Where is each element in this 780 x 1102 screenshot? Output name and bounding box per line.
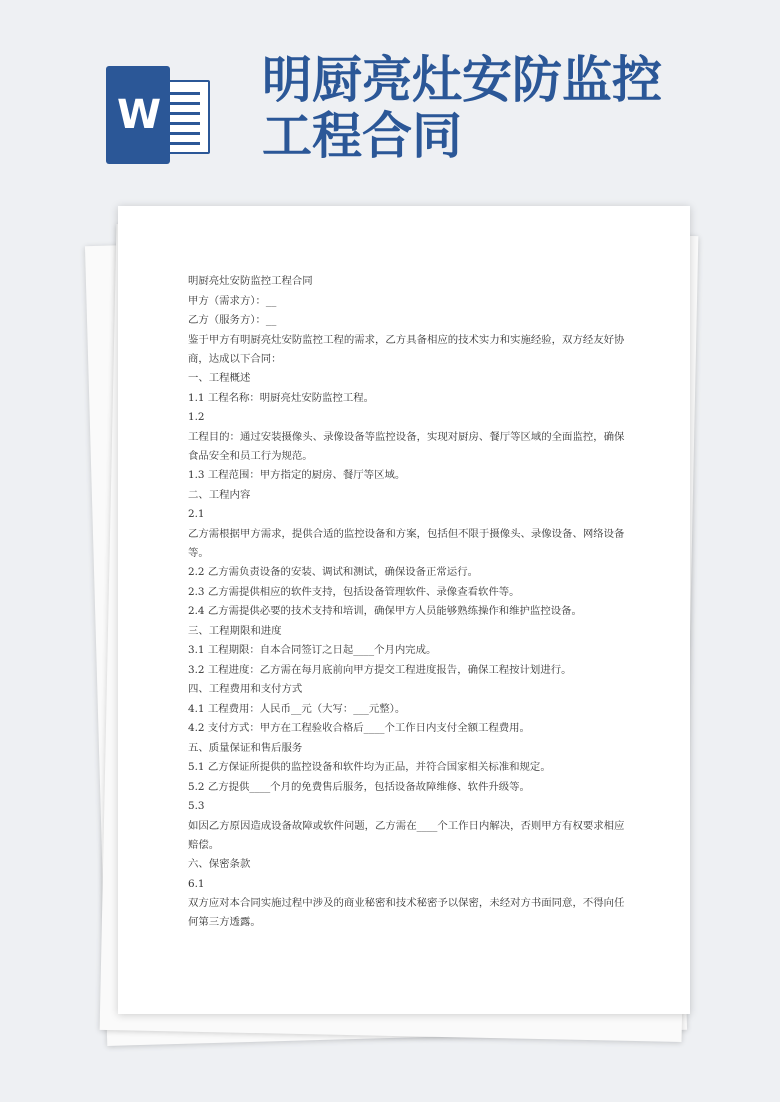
document-page bbox=[118, 206, 690, 1014]
document-line: 工程目的：通过安装摄像头、录像设备等监控设备，实现对厨房、餐厅等区域的全面监控，确保食品安全和员工行为规范。 bbox=[188, 430, 625, 462]
word-letter-badge: W bbox=[106, 66, 170, 164]
document-line: 四、工程费用和支付方式 bbox=[188, 683, 303, 695]
document-line: 双方应对本合同实施过程中涉及的商业秘密和技术秘密予以保密，未经对方书面同意，不得向任何第三方透露。 bbox=[188, 897, 625, 928]
document-line: 三、工程期限和进度 bbox=[188, 624, 282, 637]
document-line: 3.1 工程期限：自本合同签订之日起____个月内完成。 bbox=[188, 644, 437, 656]
document-line: 6.1 bbox=[188, 877, 205, 890]
document-line: 2.4 乙方需提供必要的技术支持和培训，确保甲方人员能够熟练操作和维护监控设备。 bbox=[188, 605, 582, 617]
document-line: 甲方（需求方）：__ bbox=[188, 294, 277, 307]
document-line: 5.3 bbox=[188, 800, 205, 812]
document-line: 3.2 工程进度：乙方需在每月底前向甲方提交工程进度报告，确保工程按计划进行。 bbox=[188, 663, 572, 676]
document-line: 5.1 乙方保证所提供的监控设备和软件均为正品，并符合国家相关标准和规定。 bbox=[188, 761, 551, 773]
title-line-1: 明厨亮灶安防监控 bbox=[262, 51, 662, 109]
title-line-2: 工程合同 bbox=[262, 107, 462, 165]
document-line: 2.2 乙方需负责设备的安装、调试和测试，确保设备正常运行。 bbox=[188, 566, 478, 578]
document-line: 如因乙方原因造成设备故障或软件问题，乙方需在____个工作日内解决，否则甲方有权要求相应赔偿。 bbox=[188, 819, 625, 851]
document-line: 一、工程概述 bbox=[188, 372, 251, 384]
document-line: 5.2 乙方提供____个月的免费售后服务，包括设备故障维修、软件升级等。 bbox=[188, 780, 530, 793]
document-line: 2.1 bbox=[188, 508, 205, 520]
document-line: 明厨亮灶安防监控工程合同 bbox=[188, 275, 313, 287]
document-line: 乙方（服务方）：__ bbox=[188, 314, 277, 326]
document-line: 1.2 bbox=[188, 411, 205, 423]
document-body bbox=[188, 272, 628, 933]
page-title bbox=[262, 52, 682, 164]
document-line: 4.2 支付方式：甲方在工程验收合格后____个工作日内支付全额工程费用。 bbox=[188, 722, 530, 734]
document-line: 五、质量保证和售后服务 bbox=[188, 741, 303, 754]
document-line: 4.1 工程费用：人民币__元（大写：___元整）。 bbox=[188, 702, 406, 715]
document-line: 乙方需根据甲方需求，提供合适的监控设备和方案，包括但不限于摄像头、录像设备、网络设备等。 bbox=[188, 527, 625, 559]
document-line: 1.1 工程名称：明厨亮灶安防监控工程。 bbox=[188, 391, 375, 404]
document-line: 二、工程内容 bbox=[188, 488, 251, 501]
document-line: 六、保密条款 bbox=[188, 858, 251, 870]
document-line: 1.3 工程范围：甲方指定的厨房、餐厅等区域。 bbox=[188, 469, 406, 481]
word-doc-icon bbox=[106, 66, 210, 164]
document-line: 鉴于甲方有明厨亮灶安防监控工程的需求，乙方具备相应的技术实力和实施经验，双方经友好协商，达成以下合同： bbox=[188, 333, 625, 365]
document-line: 2.3 乙方需提供相应的软件支持，包括设备管理软件、录像查看软件等。 bbox=[188, 585, 520, 598]
